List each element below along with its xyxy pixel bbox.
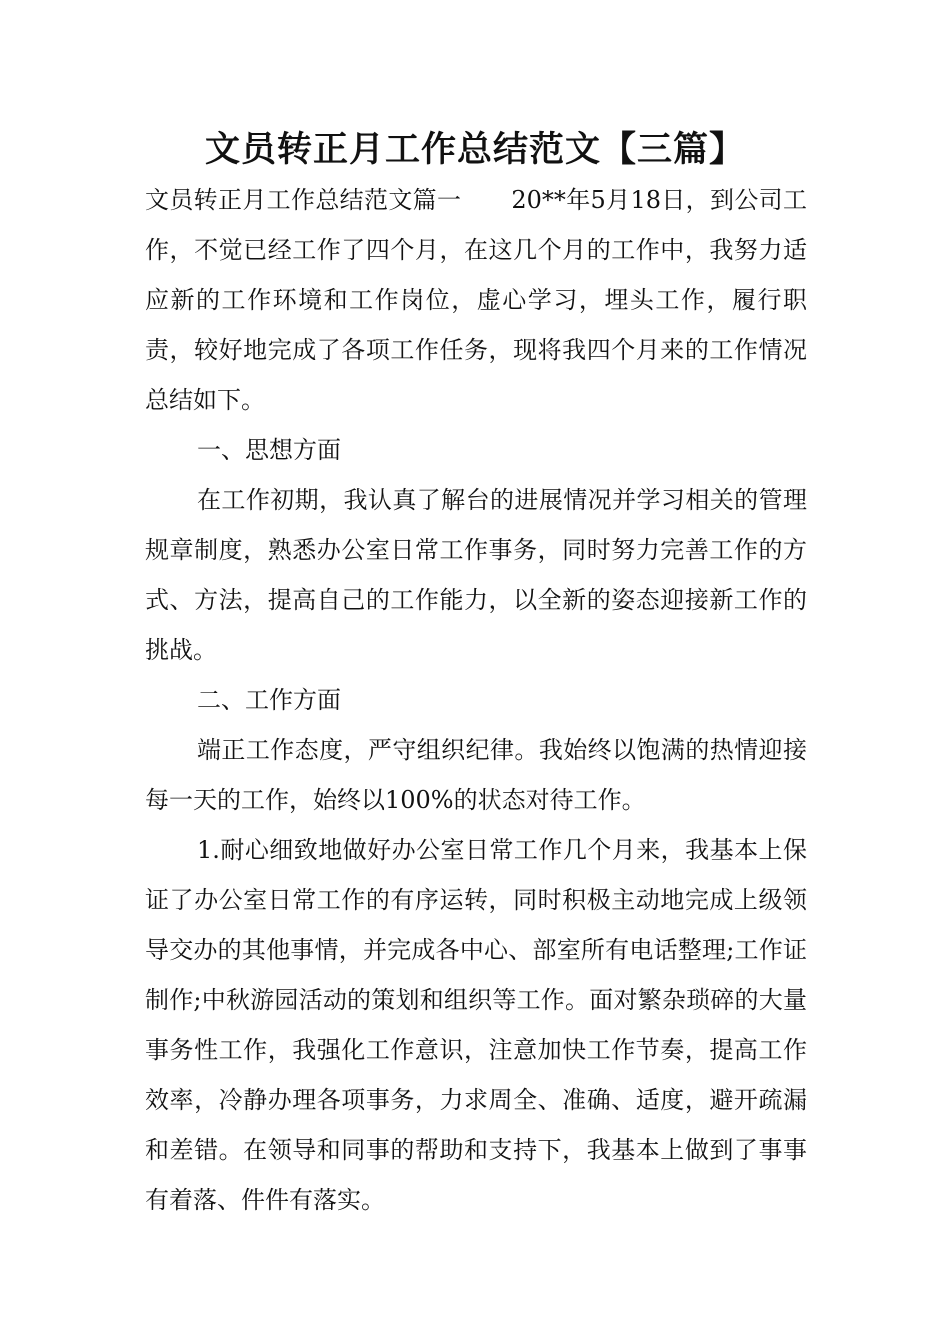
section-1-heading: 一、思想方面 xyxy=(197,436,341,464)
document-title: 文员转正月工作总结范文【三篇】 xyxy=(204,129,745,170)
intro-text: 20**年5月18日，到公司工作，不觉已经工作了四个月，在这几个月的工作中，我努力适应新的工作环境和工作岗位，虚心学习，埋头工作，履行职责，较好地完成了各项工作任务，现将我四个月来的工作情况总结如下。 xyxy=(145,186,807,414)
document-body xyxy=(145,175,807,1225)
section-2-paragraph: 端正工作态度，严守组织纪律。我始终以饱满的热情迎接每一天的工作，始终以100%的状态对待工作。 xyxy=(145,736,807,814)
section-1-paragraph: 在工作初期，我认真了解台的进展情况并学习相关的管理规章制度，熟悉办公室日常工作事务，同时努力完善工作的方式、方法，提高自己的工作能力，以全新的姿态迎接新工作的挑战。 xyxy=(145,486,807,664)
section-2-heading: 二、工作方面 xyxy=(197,686,341,714)
item-1-paragraph: 1.耐心细致地做好办公室日常工作几个月来，我基本上保证了办公室日常工作的有序运转，同时积极主动地完成上级领导交办的其他事情，并完成各中心、部室所有电话整理;工作证制作;中秋游园活动的策划和组织等工作。面对繁杂琐碎的大量事务性工作，我强化工作意识，注意加快工作节奏，提高工作效率，冷静办理各项事务，力求周全、准确、适度，避开疏漏和差错。在领导和同事的帮助和支持下，我基本上做到了事事有着落、件件有落实。 xyxy=(145,836,807,1214)
intro-paragraph xyxy=(145,175,807,425)
intro-heading: 文员转正月工作总结范文篇一 xyxy=(145,186,462,214)
